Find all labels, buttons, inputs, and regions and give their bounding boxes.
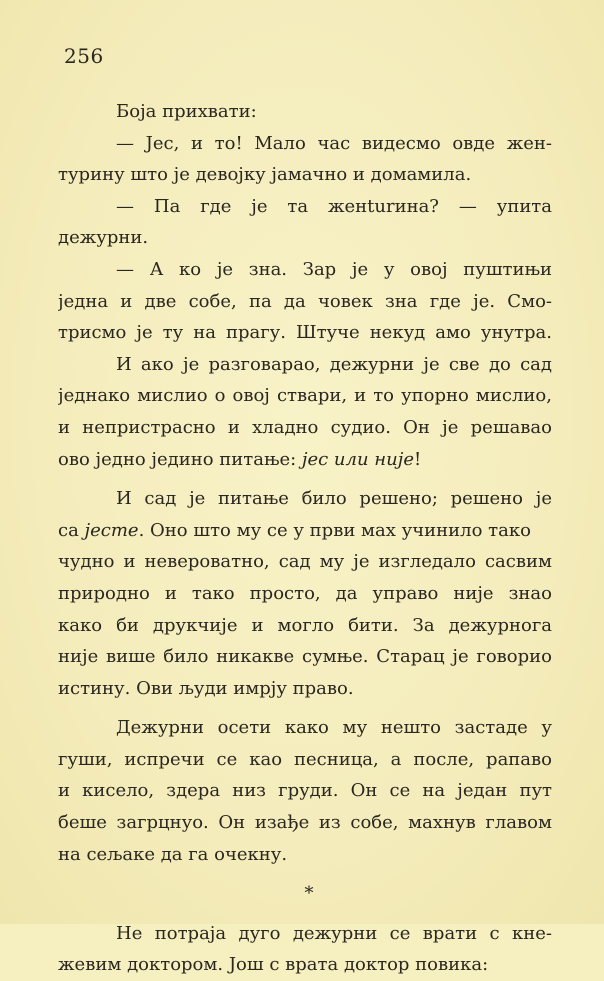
text-line: — Јес, и то! Мало час видесмо овде жен-	[116, 132, 552, 154]
text-line: једнако мислио о овој ствари, и то упорно мислио,	[58, 385, 552, 407]
text-line: природно и тако просто, да управо није знао	[58, 582, 552, 604]
text-line: гуши, испречи се као песница, а после, рапаво	[58, 748, 552, 770]
paragraph-gap	[58, 870, 552, 878]
section-break-asterisk: *	[304, 883, 314, 905]
text-line: на сељаке да га очекну.	[58, 843, 288, 865]
text-span: ово једно једино питање:	[58, 448, 302, 470]
text-line	[58, 515, 552, 547]
page-number: 256	[64, 44, 104, 68]
text-line: И сад је питање било решено; решено је	[116, 488, 552, 510]
text-line: Не потраја дуго дежурни се врати с кне-	[116, 922, 552, 944]
text-line: истину. Ови људи имрју право.	[58, 677, 354, 699]
text-line: и кисело, здера низ груди. Он се на један пут	[58, 780, 552, 802]
italic-text: јесте	[84, 519, 139, 541]
paragraph-gap	[58, 704, 552, 712]
text-line: није више било никакве сумње. Старац је говорио	[58, 646, 552, 668]
text-line: како би друкчије и могло бити. За дежурнога	[58, 614, 552, 636]
text-span: !	[413, 448, 422, 470]
paragraph-gap	[58, 910, 552, 918]
text-line: трисмо је ту на прагу. Штуче некуд амо унутра.	[58, 322, 552, 344]
text-line: Дежурни осети како му нешто застаде у	[116, 717, 552, 739]
text-line: — А ко је зна. Зар је у овој пуштињи	[116, 258, 552, 280]
paragraph-gap	[58, 475, 552, 483]
text-line: дежурни.	[58, 227, 149, 249]
body-text	[58, 96, 552, 981]
text-line: И ако је разговарао, дежурни је све до сад	[116, 353, 552, 375]
text-line: чудно и невероватно, сад му је изгледало сасвим	[58, 551, 552, 573]
text-span: са	[58, 519, 85, 541]
text-line: турину што је девојку јамачно и домамила.	[58, 164, 472, 186]
italic-text: јес или није	[301, 448, 414, 470]
text-line: беше загрцнуо. Он изађе из собе, махнув главом	[58, 812, 552, 834]
text-span: . Оно што му се у први мах учинило тако	[138, 519, 531, 541]
text-line: једна и две собе, па да човек зна где је. Смо-	[58, 290, 552, 312]
text-line: жевим доктором. Још с врата доктор повика:	[58, 954, 489, 976]
text-line: и непристрасно и хладно судио. Он је решавао	[58, 416, 552, 438]
text-line: — Па где је та женturина? — упита	[116, 195, 552, 217]
text-line: Боја прихвати:	[116, 101, 257, 122]
text-line	[58, 444, 552, 476]
